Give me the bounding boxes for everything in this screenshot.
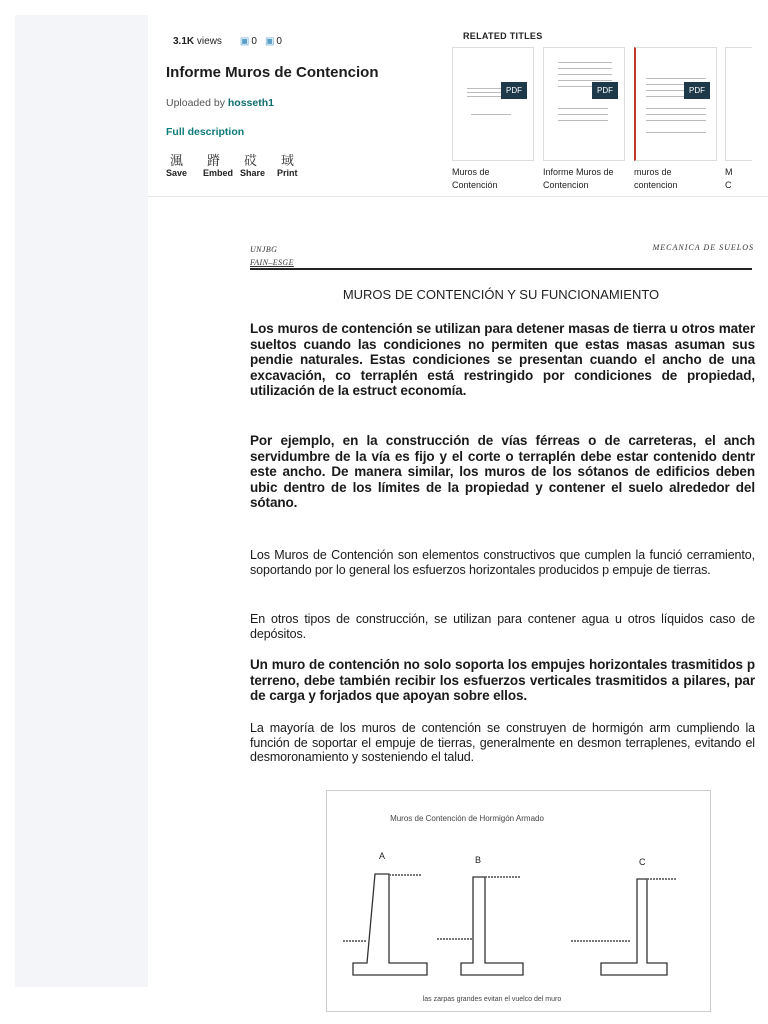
- thumbs-up-icon: ▣: [239, 36, 250, 47]
- share-icon: 砹: [244, 154, 258, 169]
- related-titles-heading: RELATED TITLES: [463, 31, 543, 41]
- share-label: Share: [240, 168, 266, 178]
- uploader-link[interactable]: hosseth1: [227, 97, 274, 109]
- pdf-badge: PDF: [592, 82, 618, 99]
- print-button[interactable]: [277, 150, 314, 178]
- related-thumbnail: [634, 47, 717, 161]
- left-sidebar: [15, 15, 148, 987]
- print-label: Print: [277, 168, 298, 178]
- wall-b-label: B: [475, 855, 482, 865]
- views-label: views: [196, 36, 222, 47]
- pdf-badge: PDF: [501, 82, 527, 99]
- figure-title: Muros de Contención de Hormigón Armado: [390, 814, 544, 823]
- paragraph-2: Por ejemplo, en la construcción de vías férreas o de carreteras, el anch servidumbre de la vía es fijo y el corte o terraplén debe estar contenido dentr este ancho. De manera similar, los muros de los sótanos de edificios deben ubic dentro de los límites de la propiedad y contener el suelo alrededor del sótano.: [250, 433, 755, 510]
- related-thumbnail: [725, 47, 752, 161]
- pdf-badge: PDF: [684, 82, 710, 99]
- wall-a-label: A: [379, 851, 386, 861]
- retaining-wall-diagram: [327, 791, 710, 1011]
- action-bar: [166, 150, 314, 178]
- paragraph-5: Un muro de contención no solo soporta los empujes horizontales trasmitidos p terreno, debe también recibir los esfuerzos verticales trasmitidos a pilares, par de carga y forjados que apoyan sobre ellos.: [250, 657, 755, 703]
- dislike-button[interactable]: [265, 36, 282, 47]
- share-button[interactable]: [240, 150, 277, 178]
- paragraph-3: Los Muros de Contención son elementos constructivos que cumplen la funció cerramiento, soportando por lo general los esfuerzos horizontales producidos p empuje de tierras.: [250, 548, 755, 577]
- page-header-rule: [250, 268, 752, 270]
- related-item[interactable]: [452, 47, 534, 192]
- related-thumbnail: [452, 47, 534, 161]
- dislikes-count: 0: [276, 36, 282, 47]
- related-item[interactable]: [725, 47, 752, 192]
- wall-c-outline: [601, 879, 667, 975]
- full-description-link[interactable]: Full description: [166, 126, 245, 138]
- page-heading: MUROS DE CONTENCIÓN Y SU FUNCIONAMIENTO: [342, 287, 660, 302]
- wall-a-outline: [353, 874, 427, 975]
- embed-icon: 蹐: [207, 154, 221, 169]
- save-button[interactable]: [166, 150, 203, 178]
- paragraph-4: En otros tipos de construcción, se utilizan para contener agua u otros líquidos caso de depósitos.: [250, 612, 755, 641]
- thumbs-down-icon: ▣: [264, 36, 275, 47]
- document-stats: [173, 36, 282, 47]
- related-item-title: muros de contencion: [634, 167, 678, 190]
- retaining-wall-figure: [326, 790, 711, 1012]
- related-item[interactable]: [634, 47, 716, 192]
- wall-b-outline: [461, 877, 523, 975]
- figure-caption: las zarpas grandes evitan el vuelco del muro: [422, 996, 562, 1003]
- related-item-title: Muros de Contención: [452, 167, 498, 190]
- likes-count: 0: [251, 36, 257, 47]
- header-divider: [148, 196, 768, 197]
- page-header-left: [250, 243, 294, 269]
- uploaded-by-label: Uploaded by: [166, 97, 228, 109]
- related-titles-carousel: [452, 47, 752, 207]
- views-count: 3.1K: [173, 36, 195, 47]
- related-item-title: M C: [725, 167, 733, 190]
- faculty-label: FAIN–ESGE: [250, 258, 294, 267]
- embed-label: Embed: [203, 168, 234, 178]
- related-item-title: Informe Muros de Contencion: [543, 167, 614, 190]
- paragraph-6: La mayoría de los muros de contención se construyen de hormigón arm cumpliendo la función de soportar el empuje de tierras, generalmente en desmon terraplenes, evitando el desmoronamiento y sosteniendo el talud.: [250, 721, 755, 764]
- embed-button[interactable]: [203, 150, 240, 178]
- related-thumbnail: [543, 47, 625, 161]
- university-label: UNJBG: [250, 245, 278, 254]
- save-label: Save: [166, 168, 188, 178]
- like-button[interactable]: [240, 36, 257, 47]
- page-header-right: MECANICA DE SUELOS: [652, 243, 754, 252]
- wall-c-label: C: [639, 857, 646, 867]
- uploader-line: [166, 97, 274, 109]
- paragraph-1: Los muros de contención se utilizan para detener masas de tierra u otros mater sueltos cuando las condiciones no permiten que estas masas asuman sus pendie naturales. Estas condiciones se presentan cuando el ancho de una excavación, co terraplén está restringido por condiciones de propiedad, utilización de la estruct economía.: [250, 321, 755, 398]
- related-item[interactable]: [543, 47, 625, 192]
- document-title: Informe Muros de Contencion: [166, 64, 379, 81]
- save-icon: 渢: [170, 154, 184, 169]
- print-icon: 琙: [281, 154, 295, 169]
